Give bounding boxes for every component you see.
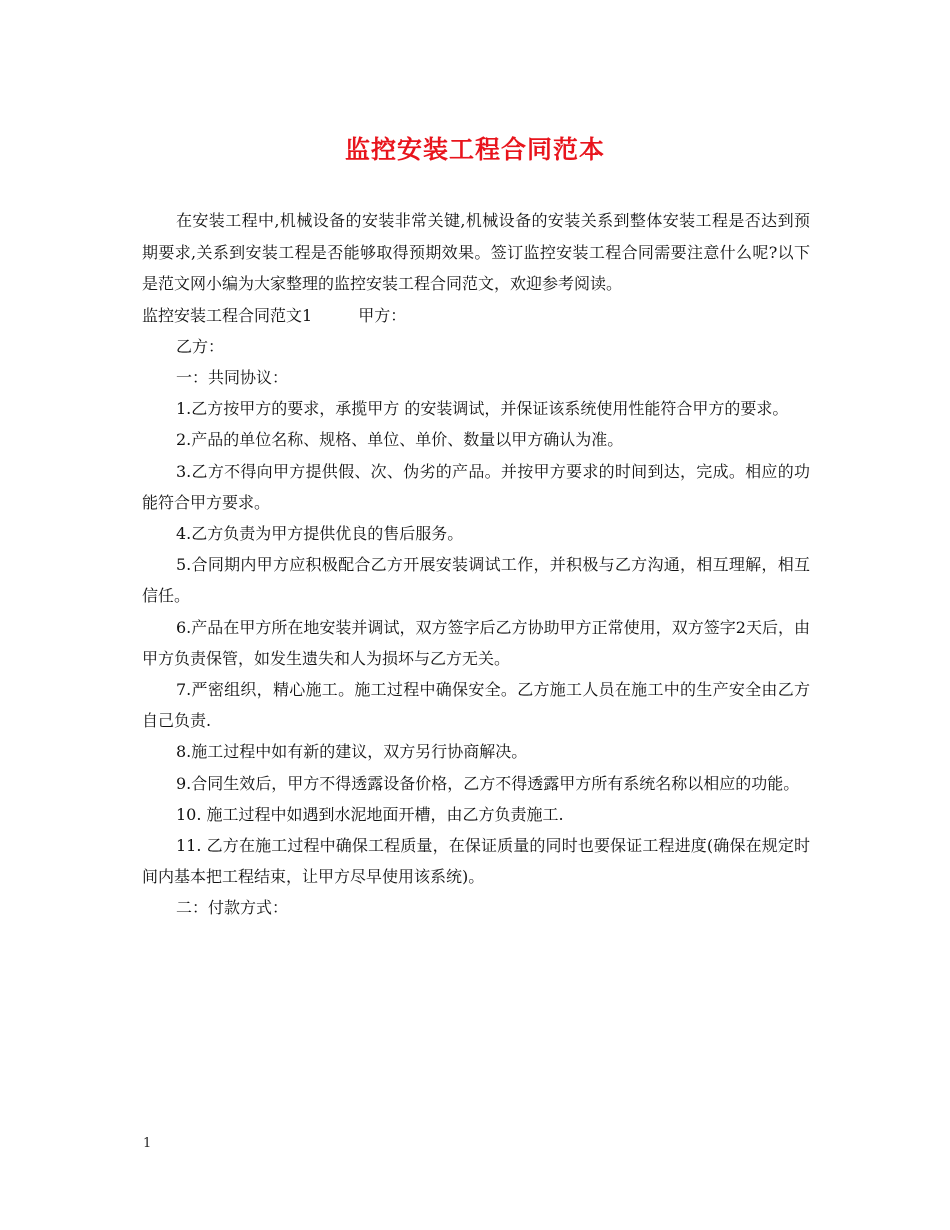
clause-5: 5.合同期内甲方应积极配合乙方开展安装调试工作，并积极与乙方沟通，相互理解，相互信任。 xyxy=(142,555,810,606)
clause-9: 9.合同生效后，甲方不得透露设备价格，乙方不得透露甲方所有系统名称以相应的功能。 xyxy=(176,773,800,793)
section-heading: 监控安装工程合同范文1 xyxy=(142,305,313,325)
payment-heading: 二：付款方式： xyxy=(176,898,289,918)
clause-7: 7.严密组织，精心施工。施工过程中确保安全。乙方施工人员在施工中的生产安全由乙方自己负责. xyxy=(142,679,810,731)
agreement-heading: 一：共同协议： xyxy=(176,367,289,387)
intro-paragraph: 在安装工程中,机械设备的安装非常关键,机械设备的安装关系到整体安装工程是否达到预期要求,关系到安装工程是否能够取得预期效果。签订监控安装工程合同需要注意什么呢?以下是范文网小编为大家整理的监控安装工程合同范文，欢迎参考阅读。 xyxy=(142,211,810,293)
document-title: 监控安装工程合同范本 xyxy=(344,135,605,164)
clause-11: 11. 乙方在施工过程中确保工程质量，在保证质量的同时也要保证工程进度(确保在规定时间内基本把工程结束，让甲方尽早使用该系统)。 xyxy=(142,835,810,887)
clause-1: 1.乙方按甲方的要求，承揽甲方 的安装调试，并保证该系统使用性能符合甲方的要求。 xyxy=(176,399,789,419)
clause-8: 8.施工过程中如有新的建议，双方另行协商解决。 xyxy=(176,742,528,762)
party-b-label: 乙方： xyxy=(176,336,225,356)
page-number: 1 xyxy=(143,1136,152,1151)
party-a-label: 甲方： xyxy=(358,305,407,325)
clause-3: 3.乙方不得向甲方提供假、次、伪劣的产品。并按甲方要求的时间到达，完成。相应的功能符合甲方要求。 xyxy=(142,461,810,512)
clause-2: 2.产品的单位名称、规格、单位、单价、数量以甲方确认为准。 xyxy=(176,430,624,450)
document-body xyxy=(142,205,810,924)
clause-6: 6.产品在甲方所在地安装并调试，双方签字后乙方协助甲方正常使用，双方签字2天后，由甲方负责保管，如发生遗失和人为损坏与乙方无关。 xyxy=(142,617,810,668)
clause-10: 10. 施工过程中如遇到水泥地面开槽，由乙方负责施工. xyxy=(176,804,564,824)
clause-4: 4.乙方负责为甲方提供优良的售后服务。 xyxy=(176,523,464,543)
section-heading-line xyxy=(142,300,810,331)
